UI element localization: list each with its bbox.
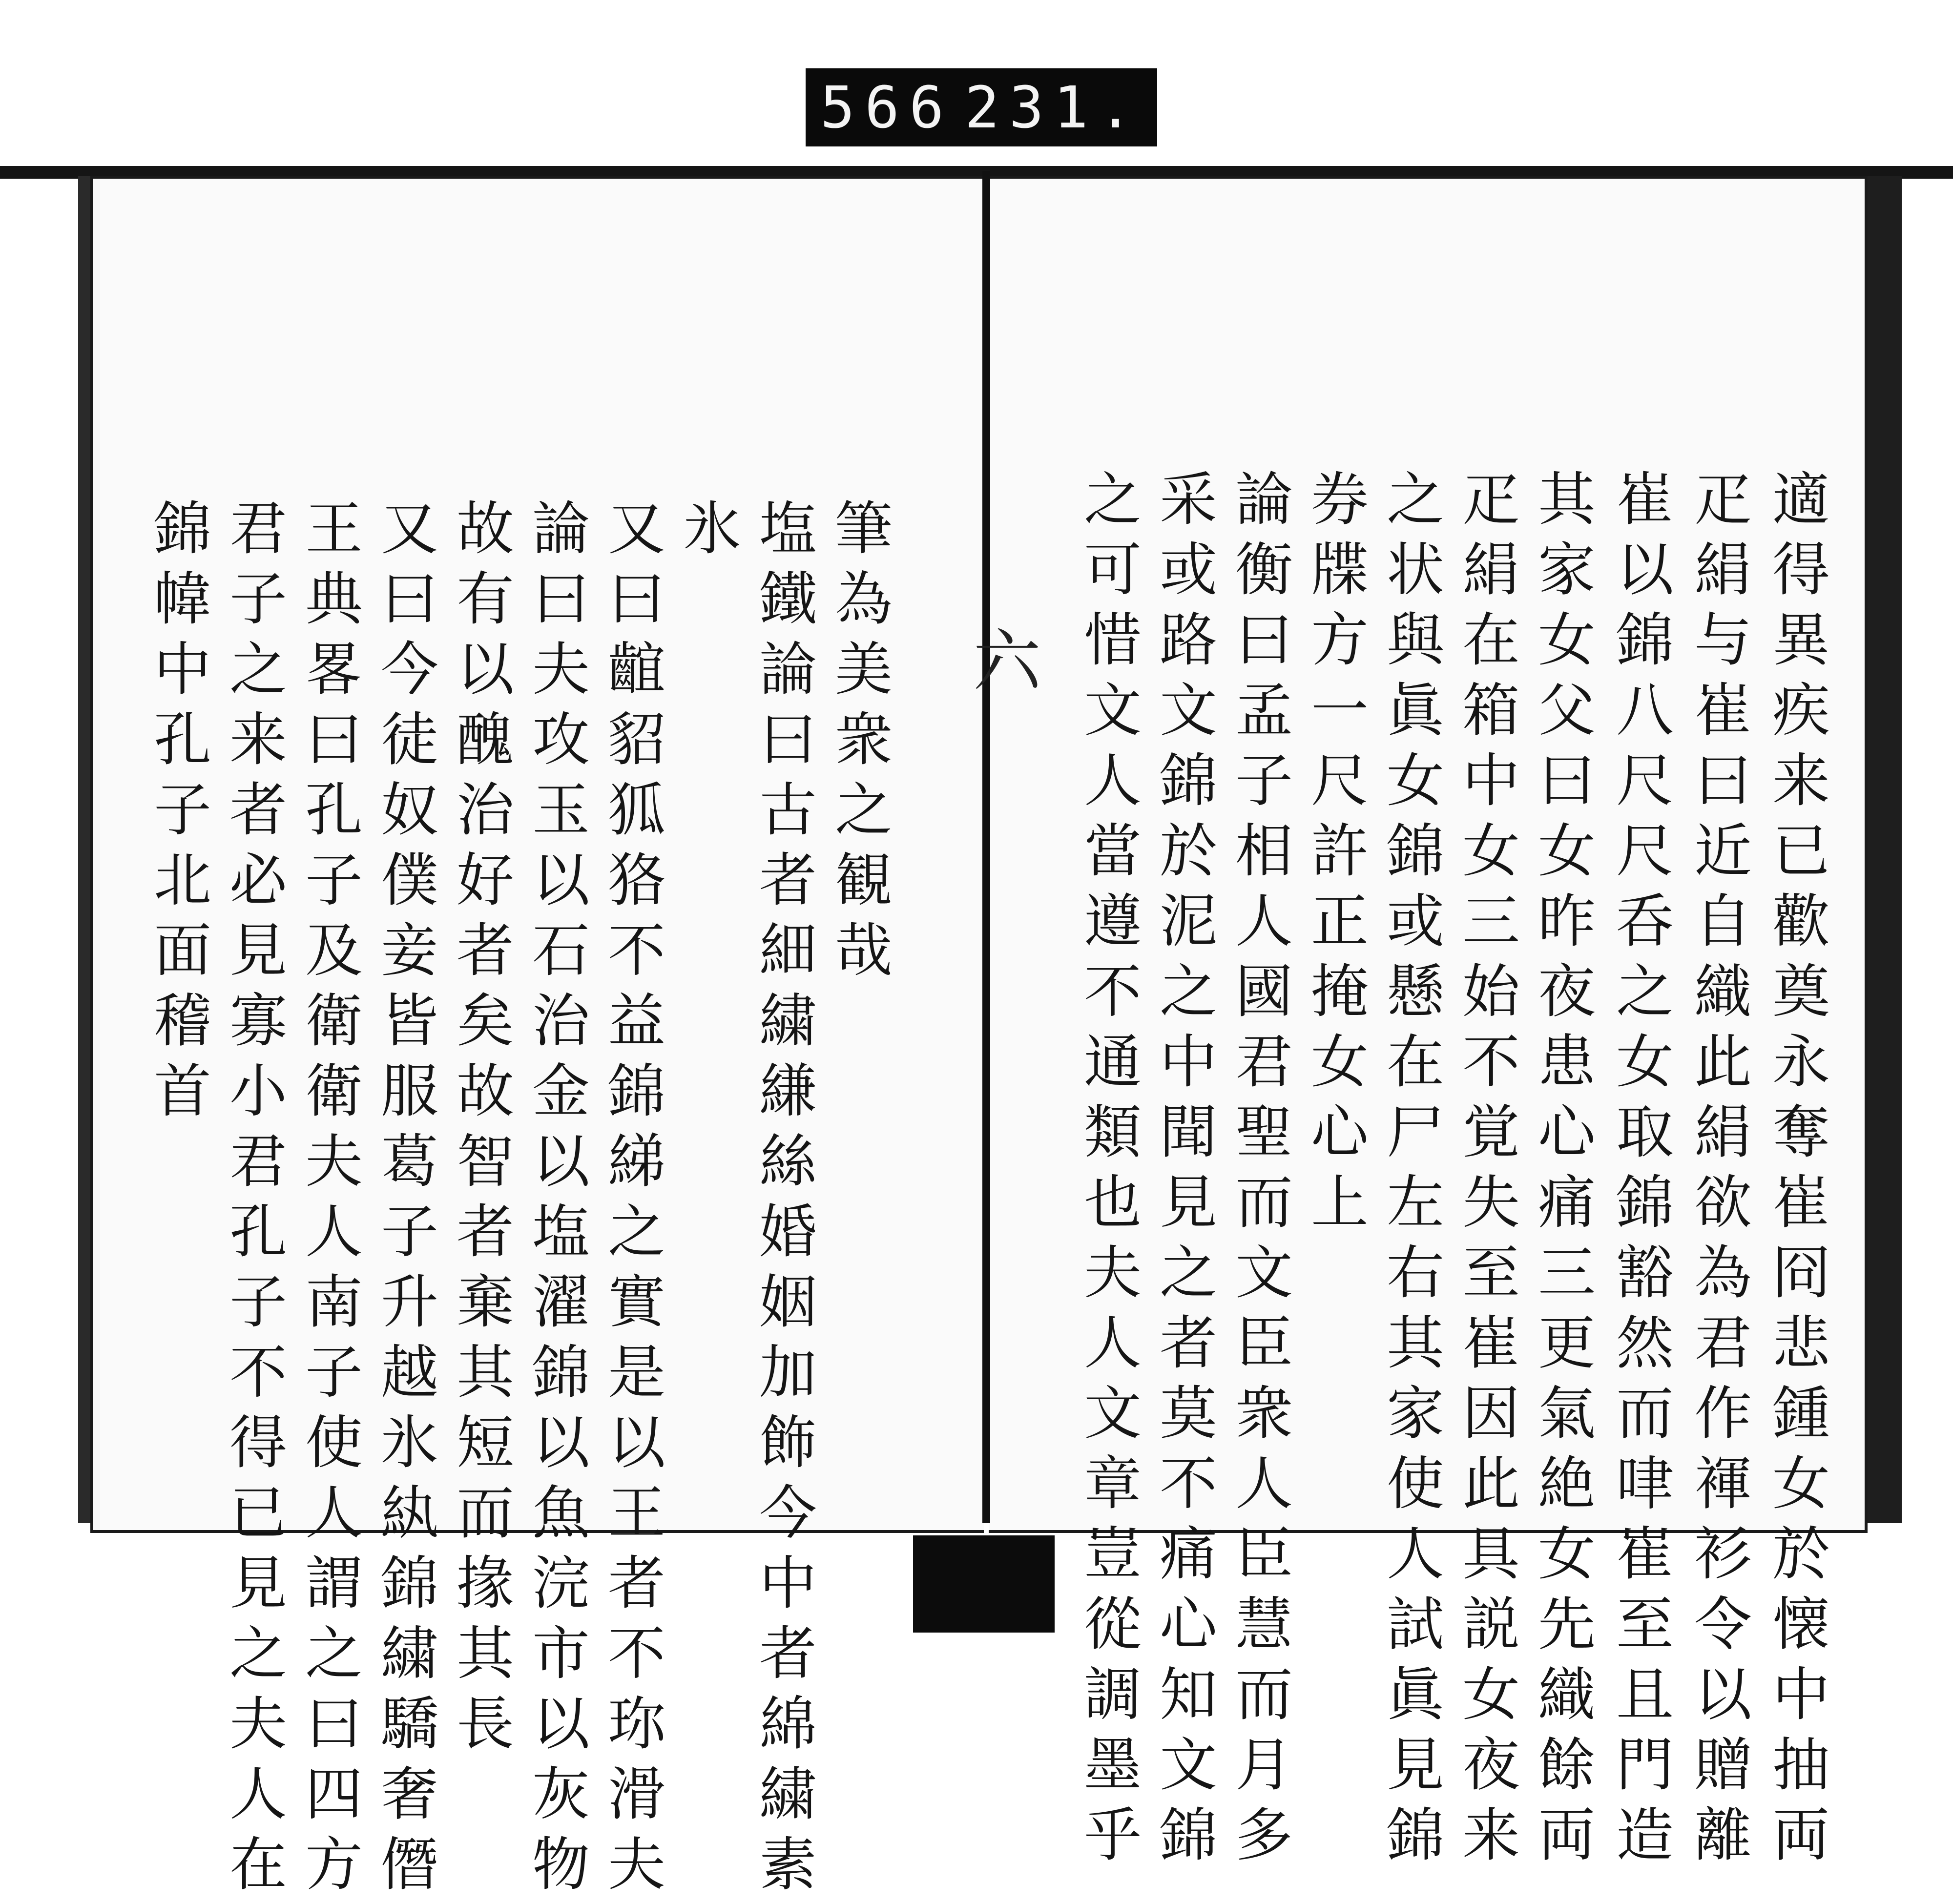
book-spine	[982, 171, 990, 1523]
left-page-column: 塩鐵論曰古者細繍縑絲婚姻加飾今中者綿繍素	[749, 498, 817, 1904]
left-page-column: 氷	[674, 498, 741, 568]
volume-number: 566	[820, 74, 954, 141]
right-page-column: 適得異疾来已歡奠永奪崔冏悲鍾女於懐中抽両	[1763, 469, 1830, 1875]
left-page-column: 論曰夫攻玉以石治金以塩濯錦以魚浣市以灰物	[522, 498, 590, 1904]
right-page-column: 論衡曰孟子相人國君聖而文臣衆人臣慧而月多	[1226, 469, 1293, 1875]
right-page-column: 其家女父曰女昨夜患心痛三更氣絶女先織餘両	[1528, 469, 1596, 1875]
right-page-column: 之可惜文人當遵不通類也夫人文章豈從調墨乎	[1074, 469, 1142, 1875]
folio-number: 231.	[964, 74, 1143, 141]
catalog-label	[806, 68, 1157, 146]
left-page-column: 又曰𪘲貂狐狢不益錦綈之實是以王者不珎滑夫	[598, 498, 665, 1904]
left-page-column: 錦幃中孔子北面稽首	[144, 498, 211, 1131]
right-page-column: 之状與眞女錦或懸在尸左右其家使人試眞見錦	[1377, 469, 1444, 1875]
right-page-column: 崔以錦八尺尺呑之女取錦豁然而㖀崔至且門造	[1606, 469, 1674, 1875]
fold-mark: 六	[961, 625, 1041, 693]
left-page-column: 故有以醜治好者矣故智者棄其短而掾其長	[447, 498, 514, 1763]
binding-mark	[913, 1535, 1055, 1633]
right-page-column: 疋絹与崔曰近自織此絹欲為君作褌衫令以贈離	[1684, 469, 1752, 1875]
left-page-column: 又曰今徒奴僕妾皆服葛子升越氷紈錦繍驕奢僭	[371, 498, 438, 1904]
right-page-column: 券牒方一尺許正掩女心上	[1301, 469, 1369, 1242]
left-page-column: 筆為美衆之観哉	[825, 498, 893, 990]
right-page-column: 采或路文錦於泥之中聞見之者莫不痛心知文錦	[1150, 469, 1217, 1875]
left-page-column: 王典畧曰孔子及衛衛夫人南子使人謂之曰四方	[295, 498, 363, 1904]
right-page-column: 疋絹在箱中女三始不覚失至崔因此具説女夜来	[1453, 469, 1520, 1875]
left-page-column: 君子之来者必見寡小君孔子不得已見之夫人在	[220, 498, 287, 1904]
